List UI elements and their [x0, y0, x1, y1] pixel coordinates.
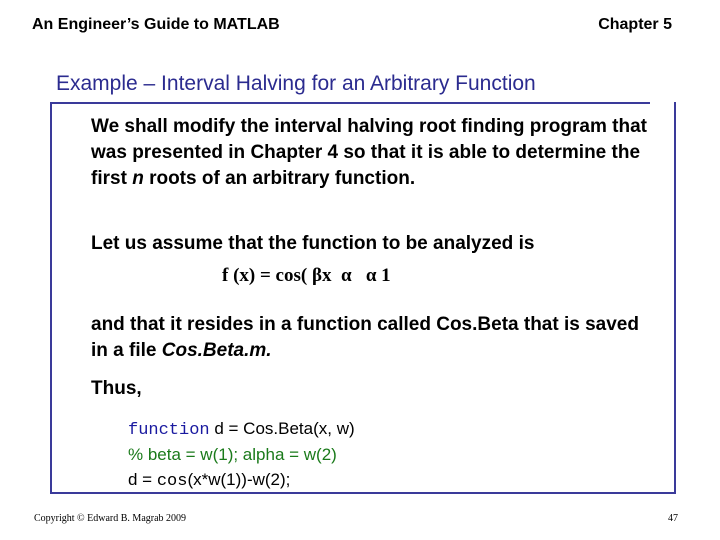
code-line-1 [128, 417, 355, 443]
paragraph-function-text: and that it resides in a function called Cos.Beta that is saved in a file [91, 314, 639, 361]
paragraph-thus: Thus, [91, 378, 142, 399]
equation: f (x) = cos( βx α α 1 [222, 265, 391, 286]
code-fn-cos: cos [156, 472, 188, 491]
paragraph-assumption: Let us assume that the function to be analyzed is [91, 233, 535, 254]
code-line-3-b: (x*w(1))-w(2); [187, 470, 291, 489]
code-line-3 [128, 468, 290, 494]
code-keyword-function: function [128, 421, 210, 440]
footer-copyright: Copyright © Edward B. Magrab 2009 [34, 513, 187, 524]
paragraph-intro-text-a: We shall modify the interval halving root finding program that was presented in Chapter 4 so that it is able to determine the first [91, 116, 647, 189]
title-bar [50, 70, 650, 104]
variable-n: n [132, 168, 144, 189]
header-chapter: Chapter 5 [598, 16, 672, 33]
code-line-3-a: d = [128, 470, 157, 489]
footer-page-number: 47 [668, 513, 678, 524]
header-book-title: An Engineer’s Guide to MATLAB [32, 16, 280, 33]
paragraph-intro-text-b: roots of an arbitrary function. [143, 168, 416, 189]
code-line-1-rest: d = Cos.Beta(x, w) [209, 419, 355, 438]
slide-title: Example – Interval Halving for an Arbitrary Function [56, 72, 536, 95]
code-line-2-comment: % beta = w(1); alpha = w(2) [128, 445, 337, 464]
paragraph-function-file [91, 312, 661, 364]
file-name: Cos.Beta.m. [161, 340, 272, 361]
paragraph-intro [91, 114, 661, 192]
